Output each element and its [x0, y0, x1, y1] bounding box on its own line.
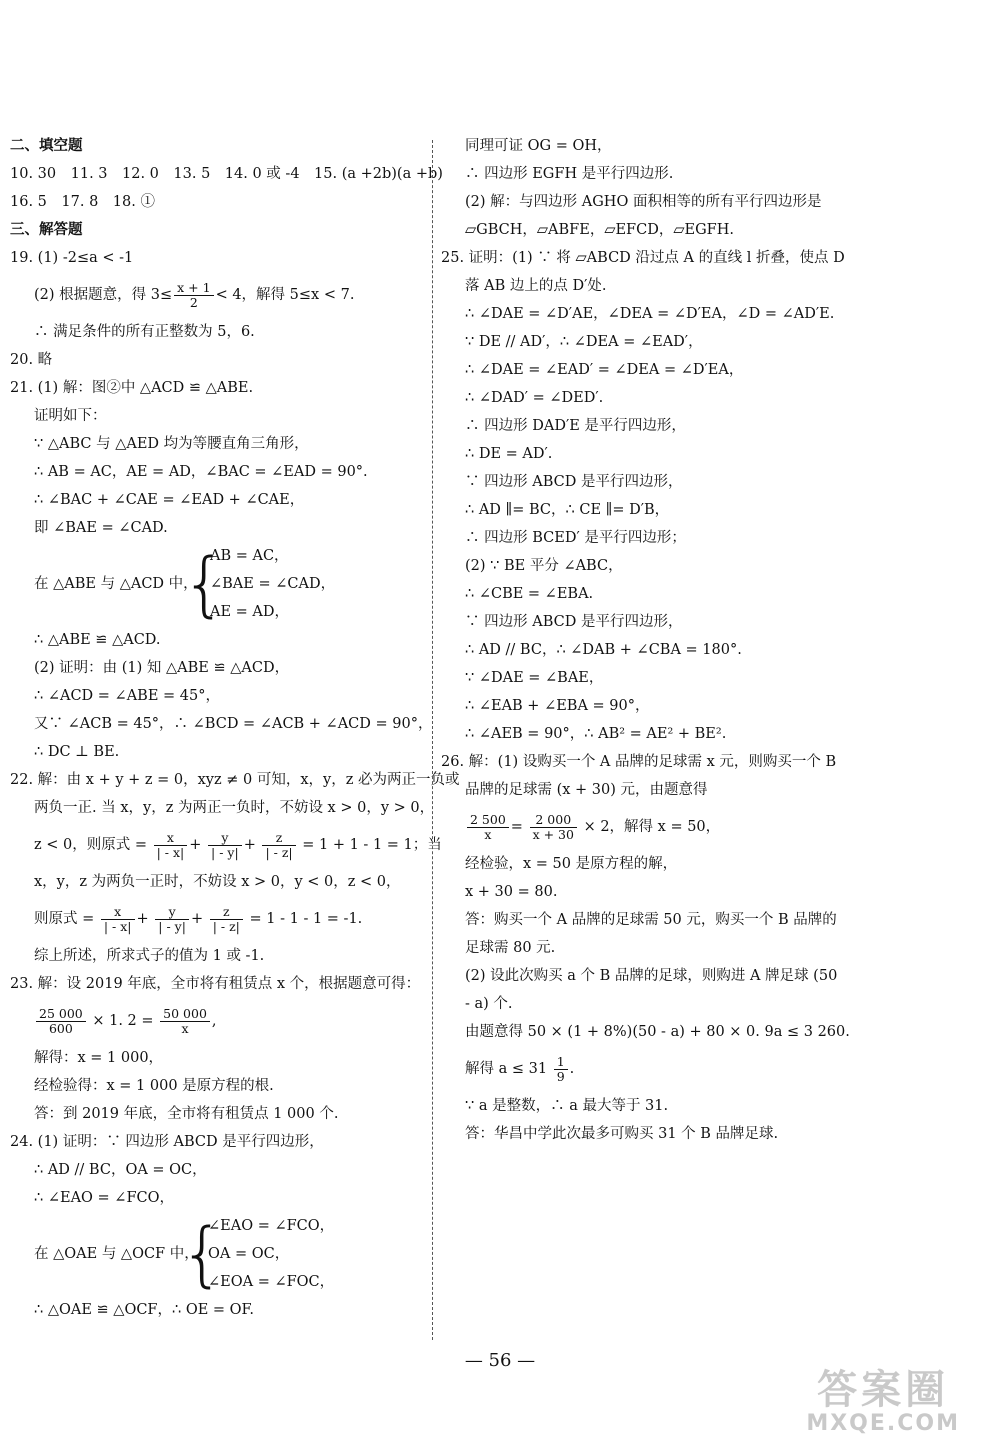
column-divider [432, 140, 433, 1340]
denominator: x [484, 826, 492, 842]
numerator: 2 000 [530, 813, 577, 828]
section-heading: 三、解答题 [10, 221, 83, 238]
answer-line: ∴ △ABE ≌ △ACD. [34, 632, 161, 648]
denominator: | - x| [156, 844, 185, 860]
answer-line: 答：购买一个 A 品牌的足球需 50 元，购买一个 B 品牌的 [465, 912, 837, 928]
denominator: 600 [48, 1020, 73, 1036]
fraction [160, 1007, 210, 1036]
answer-line: ∴ 四边形 EGFH 是平行四边形. [465, 166, 674, 182]
answer-line: 答：华昌中学此次最多可购买 31 个 B 品牌足球. [465, 1126, 779, 1142]
text: < 4，解得 5≤x < 7. [215, 287, 355, 303]
denominator: | - z| [265, 844, 293, 860]
fraction [554, 1055, 568, 1084]
text: × 1. 2 = [92, 1013, 154, 1029]
answer-line: 19. (1) -2≤a < -1 [10, 250, 134, 266]
answer-line: (2) 设此次购买 a 个 B 品牌的足球，则购进 A 牌足球 (50 [465, 968, 838, 984]
fraction [101, 905, 135, 934]
answer-line: ∴ DE = AD′. [465, 446, 553, 462]
answer-line: ∴ AB = AC，AE = AD，∠BAC = ∠EAD = 90°. [34, 464, 368, 480]
answer-line: 26. 解：(1) 设购买一个 A 品牌的足球需 x 元，则购买一个 B [441, 754, 837, 770]
answer-line: 25. 证明：(1) ∵ 将 ▱ABCD 沿过点 A 的直线 l 折叠，使点 D [441, 250, 845, 266]
numerator: 50 000 [160, 1007, 210, 1022]
answer-line: ∴ 四边形 DAD′E 是平行四边形， [465, 418, 686, 434]
answer-line: ∴ △OAE ≌ △OCF，∴ OE = OF. [34, 1302, 254, 1318]
system-row: ∠BAE = ∠CAD， [210, 576, 336, 592]
answer-line: 10. 30 11. 3 12. 0 13. 5 14. 0 或 -4 15. (a +2b)(a +b) [10, 166, 443, 182]
answer-line: 经检验得：x = 1 000 是原方程的根. [34, 1078, 274, 1094]
answer-line: ∵ DE // AD′，∴ ∠DEA = ∠EAD′， [465, 334, 703, 350]
denominator: | - y| [211, 844, 239, 860]
answer-line: ∴ ∠EAO = ∠FCO， [34, 1190, 174, 1206]
right-column [441, 132, 855, 1148]
numerator: y [208, 831, 242, 846]
section-heading: 二、填空题 [10, 137, 83, 154]
numerator: y [155, 905, 189, 920]
watermark-text: 答案圈 [817, 1367, 950, 1413]
denominator: | - x| [103, 918, 132, 934]
system-lead: 在 △ABE 与 △ACD 中， [34, 576, 198, 592]
answer-line: 解得：x = 1 000， [34, 1050, 164, 1066]
answer-line: ∵ 四边形 ABCD 是平行四边形， [465, 614, 683, 630]
answer-line: - a) 个. [465, 996, 513, 1012]
answer-line: 足球需 80 元. [465, 940, 556, 956]
answer-line: 22. 解：由 x + y + z = 0，xyz ≠ 0 可知，x，y，z 必为两正一负或 [10, 772, 460, 788]
answer-line: 由题意得 50 × (1 + 8%)(50 - a) + 80 × 0. 9a ≤ 3 260. [465, 1024, 850, 1040]
answer-line: 同理可证 OG = OH， [465, 138, 612, 154]
denominator: x [181, 1020, 189, 1036]
fraction [210, 905, 243, 934]
text: = 1 + 1 - 1 = 1；当 [302, 837, 442, 853]
brace: { [182, 543, 227, 625]
answer-line: (2) 证明：由 (1) 知 △ABE ≌ △ACD， [34, 660, 290, 676]
system-row: AB = AC， [210, 548, 289, 564]
numerator: 1 [554, 1055, 568, 1070]
denominator: 2 [189, 294, 198, 310]
answer-line: 答：到 2019 年底，全市将有租赁点 1 000 个. [34, 1106, 339, 1122]
answer-line: ∴ ∠DAE = ∠D′AE，∠DEA = ∠D′EA，∠D = ∠AD′E. [465, 306, 835, 322]
system-rows [210, 542, 335, 626]
answer-line: ∴ AD // BC，OA = OC， [34, 1162, 207, 1178]
answer-line: ∵ 四边形 ABCD 是平行四边形， [465, 474, 683, 490]
answer-line: 则原式 = $\frac{x}{| - x|}$ + $\frac{y}{| - y|}$ + $\frac{z}{| - z|}$ = 1 - 1 - 1 = -1. [34, 903, 363, 934]
system-lead: 在 △OAE 与 △OCF 中， [34, 1246, 199, 1262]
system-row: OA = OC， [208, 1246, 290, 1262]
answer-line [10, 272, 420, 318]
system-row: ∠EAO = ∠FCO， [208, 1218, 335, 1234]
system-rows [208, 1212, 334, 1296]
answer-line: 品牌的足球需 (x + 30) 元，由题意得 [465, 782, 708, 798]
answer-line: x + 30 = 80. [465, 884, 558, 900]
numerator: x [101, 905, 135, 920]
answer-line: ∴ AD ∥= BC，∴ CE ∥= D′B， [465, 502, 670, 518]
answer-line: 综上所述，所求式子的值为 1 或 -1. [34, 948, 265, 964]
text: 解得 a ≤ 31 [465, 1061, 548, 1077]
answer-line: $\frac{25 000}{600}$ × 1. 2 = $\frac{50 000}{x}$ , [10, 998, 420, 1044]
answer-line: ∴ ∠DAE = ∠EAD′ = ∠DEA = ∠D′EA， [465, 362, 744, 378]
answer-line: 两负一正. 当 x，y，z 为两正一负时，不妨设 x > 0，y > 0， [34, 800, 435, 816]
fraction [174, 281, 213, 310]
answer-line: ∴ ∠BAC + ∠CAE = ∠EAD + ∠CAE， [34, 492, 305, 508]
numerator: x + 1 [174, 281, 213, 296]
text: 则原式 = [34, 911, 95, 927]
watermark-logo [806, 1368, 960, 1436]
denominator: 9 [556, 1068, 565, 1084]
fraction [262, 831, 295, 860]
answer-line: 20. 略 [10, 352, 53, 368]
numerator: z [262, 831, 295, 846]
fraction [155, 905, 189, 934]
answer-line: 即 ∠BAE = ∠CAD. [34, 520, 168, 536]
numerator: z [210, 905, 243, 920]
answer-line: ∴ 满足条件的所有正整数为 5，6. [34, 324, 255, 340]
fraction [154, 831, 188, 860]
answer-line: ▱GBCH，▱ABFE，▱EFCD，▱EGFH. [465, 222, 734, 238]
fraction [467, 813, 509, 842]
answer-line: z < 0，则原式 = $\frac{x}{| - x|}$ + $\frac{y}{| - y|}$ + $\frac{z}{| - z|}$ = 1 + 1 - 1 = 1；当 [34, 829, 442, 860]
answer-line: (2) ∵ BE 平分 ∠ABC， [465, 558, 623, 574]
text: × 2，解得 x = 50， [583, 819, 721, 835]
left-column [10, 132, 460, 1324]
text: = 1 - 1 - 1 = -1. [249, 911, 363, 927]
answer-line: ∴ ∠EAB + ∠EBA = 90°， [465, 698, 650, 714]
fraction [530, 813, 577, 842]
answer-line: ∴ DC ⊥ BE. [34, 744, 120, 760]
answer-line: 解得 a ≤ 31 $\frac{1}{9}$ . [465, 1053, 575, 1084]
answer-line: 又∵ ∠ACB = 45°，∴ ∠BCD = ∠ACB + ∠ACD = 90°， [34, 716, 433, 732]
answer-line: ∴ AD // BC，∴ ∠DAB + ∠CBA = 180°. [465, 642, 742, 658]
answer-line: ∵ a 是整数，∴ a 最大等于 31. [465, 1098, 669, 1114]
answer-line: ∴ ∠AEB = 90°，∴ AB² = AE² + BE². [465, 726, 727, 742]
equation-system [10, 542, 420, 626]
denominator: x + 30 [532, 826, 574, 842]
answer-line: 24. (1) 证明：∵ 四边形 ABCD 是平行四边形， [10, 1134, 324, 1150]
denominator: | - y| [158, 918, 186, 934]
fraction [208, 831, 242, 860]
answer-line: 21. (1) 解：图②中 △ACD ≌ △ABE. [10, 380, 254, 396]
numerator: 2 500 [467, 813, 509, 828]
answer-line: 落 AB 边上的点 D′处. [465, 278, 607, 294]
answer-line: ∴ ∠DAD′ = ∠DED′. [465, 390, 604, 406]
answer-line: ∴ ∠ACD = ∠ABE = 45°， [34, 688, 220, 704]
numerator: x [154, 831, 188, 846]
answer-line: 16. 5 17. 8 18. ① [10, 194, 155, 210]
numerator: 25 000 [36, 1007, 86, 1022]
answer-line: 证明如下： [34, 408, 107, 424]
page-number: — 56 — [464, 1350, 536, 1371]
answer-line: ∴ 四边形 BCED′ 是平行四边形； [465, 530, 686, 546]
equation-system [10, 1212, 420, 1296]
fraction [36, 1007, 86, 1036]
answer-line: 23. 解：设 2019 年底，全市将有租赁点 x 个，根据题意可得： [10, 976, 421, 992]
answer-line: ∵ △ABC 与 △AED 均为等腰直角三角形， [34, 436, 309, 452]
denominator: | - z| [212, 918, 240, 934]
watermark-url: MXQE.COM [806, 1411, 960, 1436]
text: z < 0，则原式 = [34, 837, 147, 853]
system-row: ∠EOA = ∠FOC， [208, 1274, 335, 1290]
answer-line: (2) 解：与四边形 AGHO 面积相等的所有平行四边形是 [465, 194, 822, 210]
answer-line: 经检验，x = 50 是原方程的解， [465, 856, 678, 872]
text: (2) 根据题意，得 3≤ [34, 287, 173, 303]
answer-line: ∴ ∠CBE = ∠EBA. [465, 586, 594, 602]
answer-line: x，y，z 为两负一正时，不妨设 x > 0，y < 0，z < 0， [34, 874, 401, 890]
answer-line: $\frac{2 500}{x}$ = $\frac{2 000}{x + 30}$ × 2，解得 x = 50， [465, 804, 855, 850]
system-row: AE = AD， [210, 604, 290, 620]
brace: { [180, 1213, 225, 1295]
answer-line: ∵ ∠DAE = ∠BAE， [465, 670, 604, 686]
